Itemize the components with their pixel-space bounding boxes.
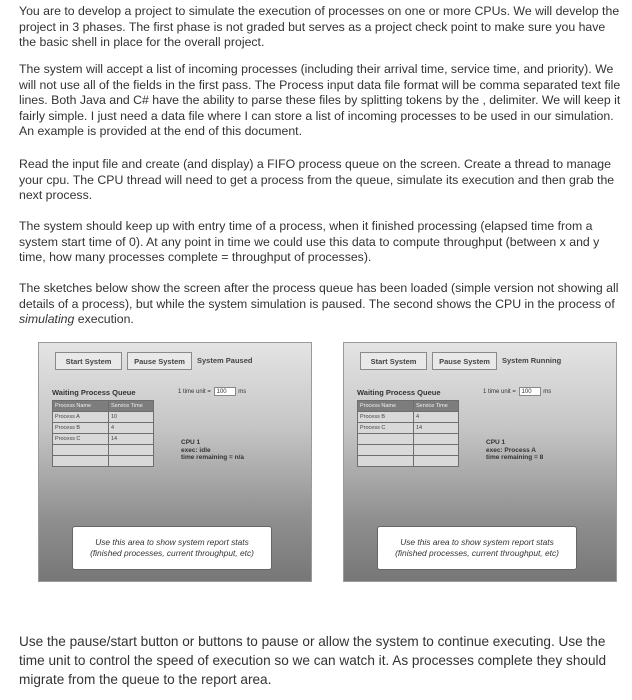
cpu-panel [181,439,244,462]
closing-paragraph: Use the pause/start button or buttons to pause or allow the system to continue executing. Use the time unit to control the speed of execution so we can watch it. As processes complete they should migrate from the queue to the report area. [19,634,607,687]
sketch-paused [38,342,312,582]
header-process-name: Process Name [53,401,109,412]
cpu-panel [486,439,543,462]
time-unit-input[interactable]: 100 [519,387,541,396]
cell-name [358,456,414,467]
table-row [358,445,459,456]
time-unit-label: 1 time unit = [178,389,211,396]
table-row [358,423,459,434]
cell-name [53,445,109,456]
table-row [358,456,459,467]
cell-name [358,445,414,456]
time-unit-input[interactable]: 100 [214,387,236,396]
queue-title: Waiting Process Queue [357,388,441,397]
table-row [358,434,459,445]
pause-system-button[interactable]: Pause System [127,352,192,370]
sketch-text-end: execution. [74,312,134,327]
cell-time [109,456,154,467]
time-unit-control [178,387,246,396]
system-status: System Running [502,356,562,365]
cpu-remaining: time remaining = 8 [486,454,544,461]
cpu-exec: exec: idle [181,446,211,454]
time-unit-label: 1 time unit = [483,389,516,396]
header-process-name: Process Name [358,401,414,412]
queue-paragraph: Read the input file and create (and display) a FIFO process queue on the screen. Create a thread to manage your cpu. The CPU thread will need to get a process from the queue, simulate its execution and then grab the next process. [19,157,615,203]
cpu-title: CPU 1 [486,439,506,446]
throughput-paragraph: The system should keep up with entry time of a process, when it finished processing (elapsed time from a system start time of 0). At any point in time we could use this data to compute throughput (between x and y time, how many processes complete = throughput of processes). [19,219,600,265]
sketch-paragraph [19,281,623,328]
time-unit-suffix: ms [238,389,247,396]
queue-title: Waiting Process Queue [52,388,136,397]
start-system-button[interactable]: Start System [360,352,427,370]
time-unit-control [483,387,551,396]
cell-time: 4 [414,412,459,423]
cell-name: Process B [53,423,109,434]
cell-name: Process B [358,412,414,423]
cell-time [414,434,459,445]
process-queue-table [52,400,154,467]
sketch-text-start: The sketches below show the screen after the process queue has been loaded (simple version not showing all details of a process), but while the system simulation is paused. The second shows the CPU in the process of [19,281,619,311]
process-queue-table [357,400,459,467]
table-row [53,423,154,434]
report-area [377,526,577,570]
input-paragraph: The system will accept a list of incoming processes (including their arrival time, service time, and priority). We will not use all of the fields in the first pass. The Process input data file format will be comma separated text file lines. Both Java and C# have the ability to parse these files by splitting tokens by the , delimiter. We will keep it fairly simple. I just need a data file where I can store a list of incoming processes to be used in our simulation. An example is provided at the end of this document. [19,62,621,139]
cell-time: 14 [109,434,154,445]
cell-name: Process C [358,423,414,434]
table-row [53,412,154,423]
cell-time [414,445,459,456]
cell-name: Process C [53,434,109,445]
system-status: System Paused [197,356,253,365]
cell-time: 10 [109,412,154,423]
sketch-running [343,342,617,582]
time-unit-suffix: ms [543,389,552,396]
header-service-time: Service Time [414,401,459,412]
cell-name [358,434,414,445]
cpu-remaining: time remaining = n/a [181,454,245,461]
sketch-text-italic: simulating [19,312,75,327]
cell-name: Process A [53,412,109,423]
table-row [53,445,154,456]
report-line-2: (finished processes, current throughput, etc) [90,548,254,558]
cell-time: 14 [414,423,459,434]
pause-system-button[interactable]: Pause System [432,352,497,370]
report-line-2: (finished processes, current throughput, etc) [395,548,559,558]
cpu-title: CPU 1 [181,439,201,446]
cell-time [109,445,154,456]
intro-paragraph: You are to develop a project to simulate the execution of processes on one or more CPUs. We will develop the project in 3 phases. The first phase is not graded but serves as a project check point to make sure you have the basic shell in place for the overall project. [19,4,620,50]
report-area [72,526,272,570]
cell-name [53,456,109,467]
header-service-time: Service Time [109,401,154,412]
report-line-1: Use this area to show system report stats [95,537,249,547]
cell-time: 4 [109,423,154,434]
table-row [53,434,154,445]
cell-time [414,456,459,467]
start-system-button[interactable]: Start System [55,352,122,370]
cpu-exec: exec: Process A [486,446,536,454]
report-line-1: Use this area to show system report stats [400,537,554,547]
table-row [53,456,154,467]
table-row [358,412,459,423]
